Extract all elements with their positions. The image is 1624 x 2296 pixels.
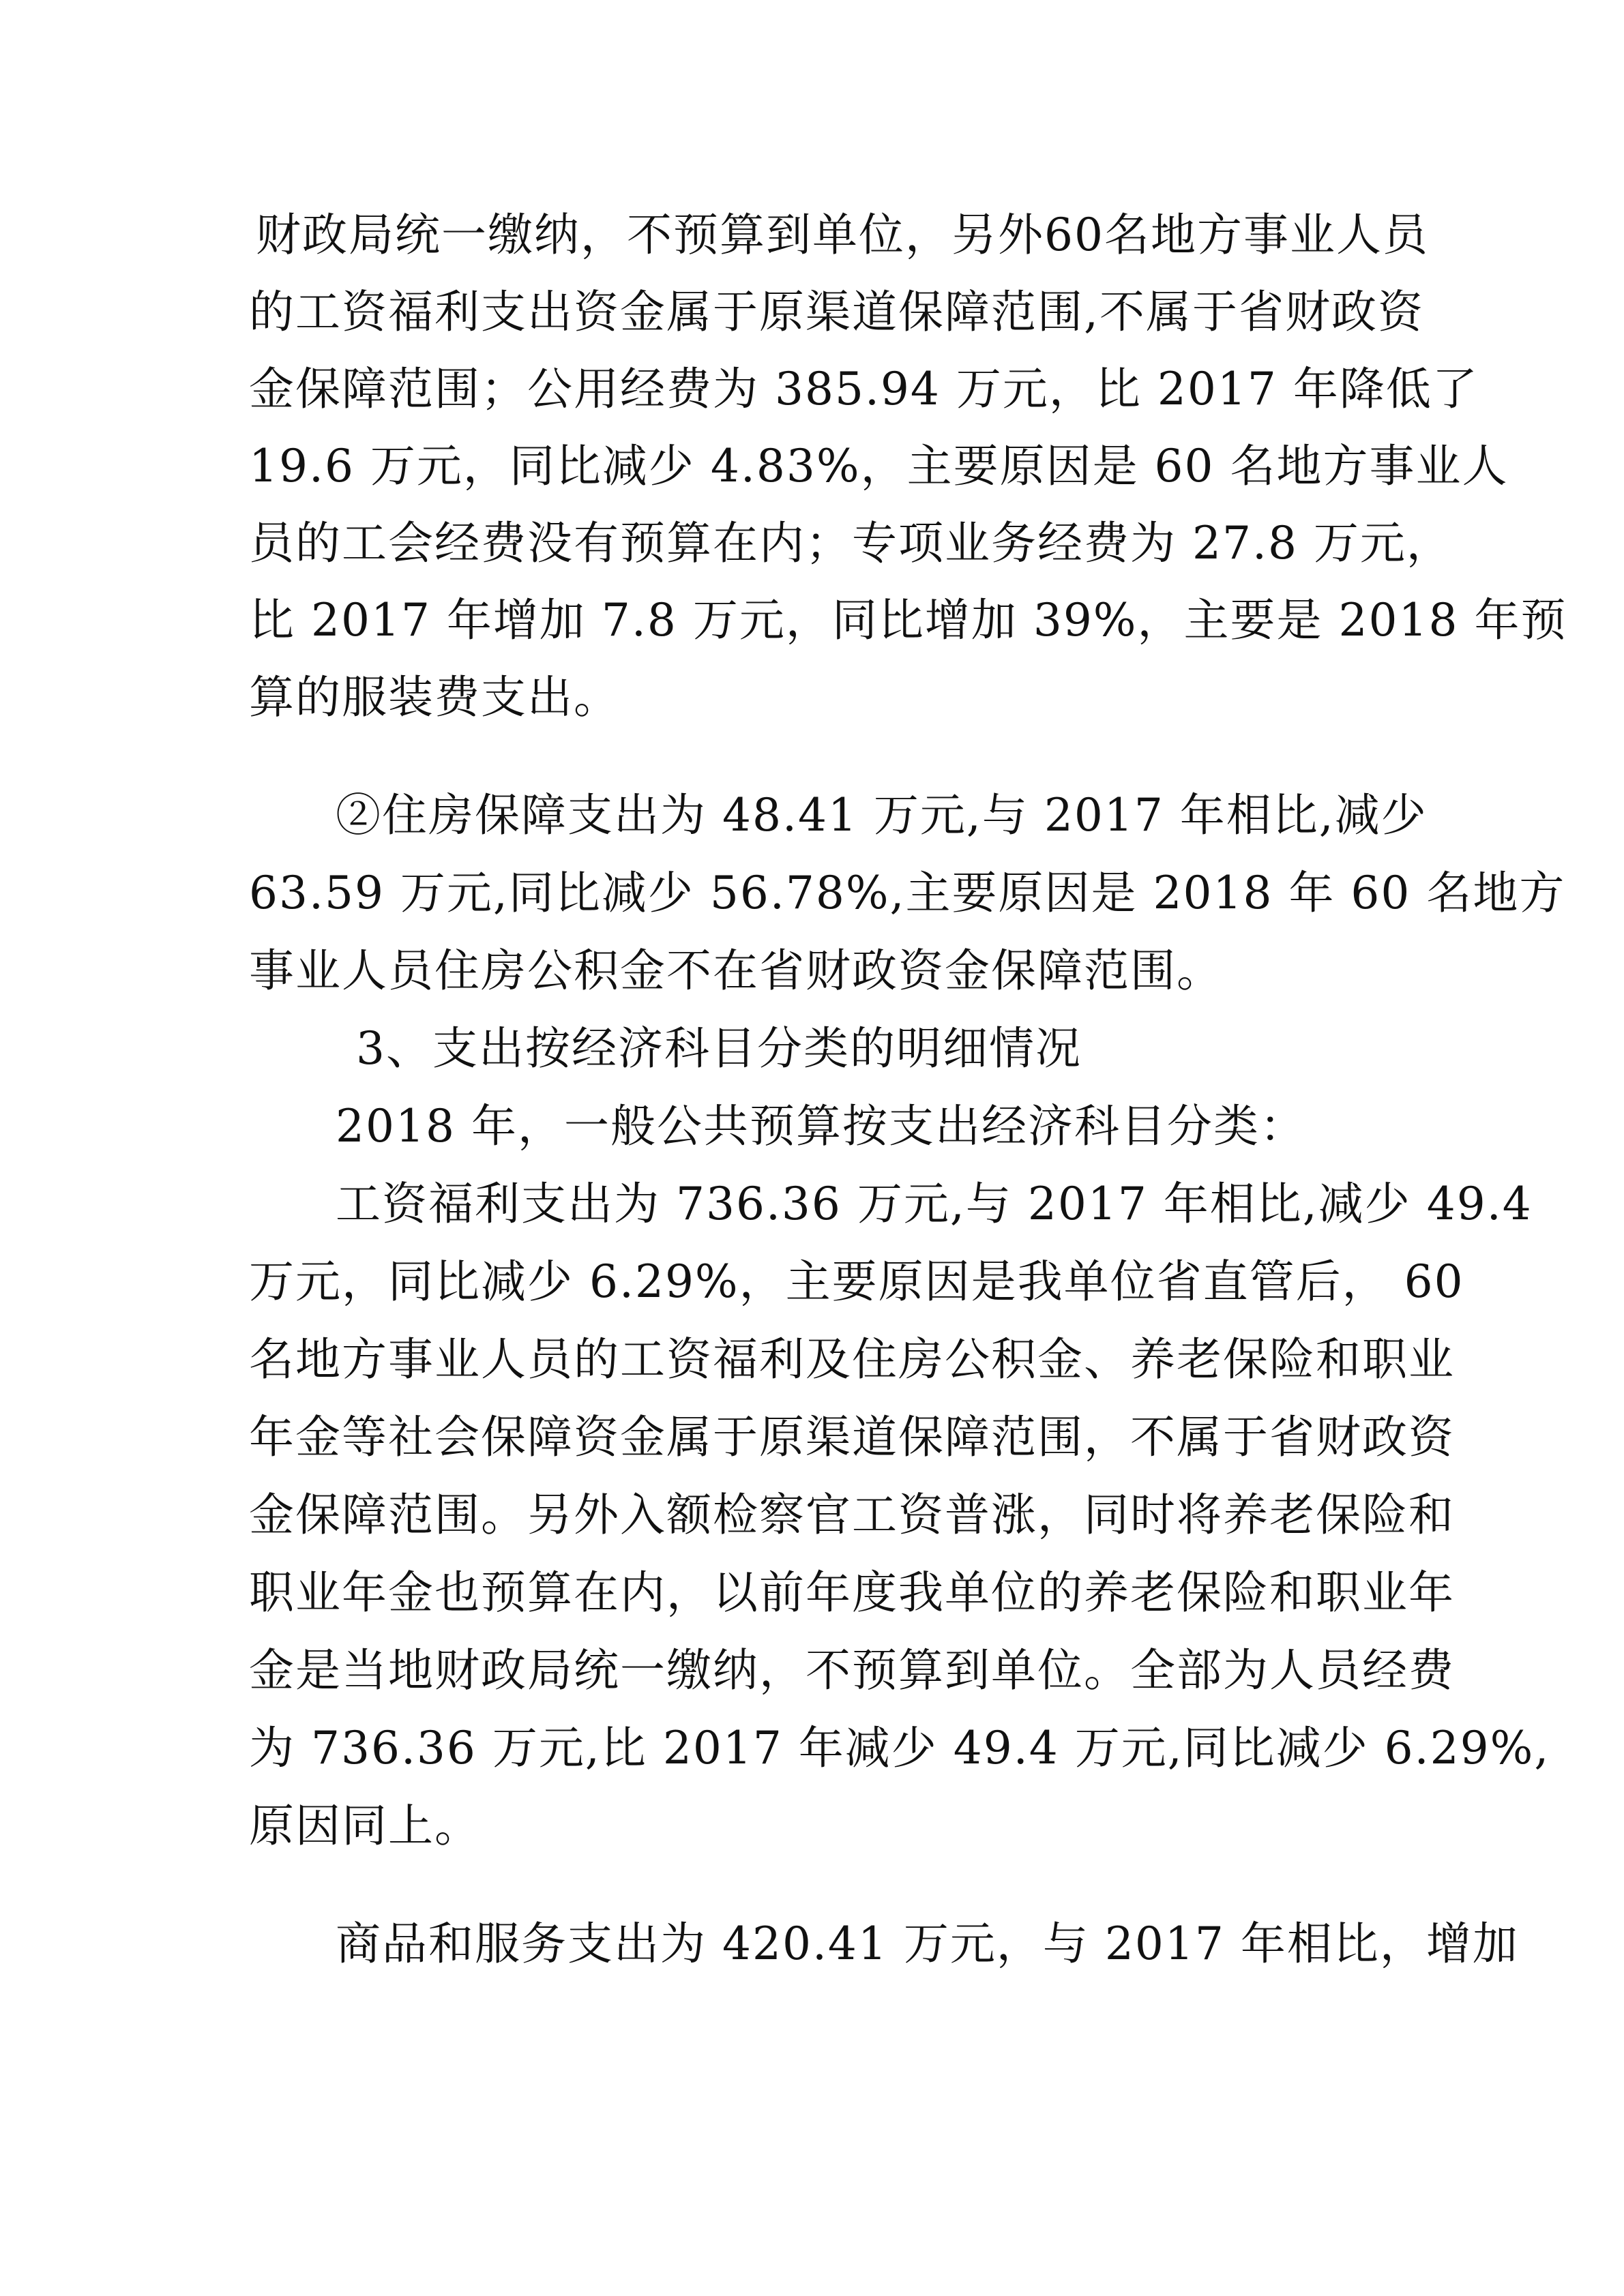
text-line: ②住房保障支出为 48.41 万元,与 2017 年相比,减少 [336,789,1428,841]
text-line: 员的工会经费没有预算在内；专项业务经费为 27.8 万元， [249,517,1453,569]
text-line: 财政局统一缴纳，不预算到单位，另外60名地方事业人员 [256,209,1429,261]
text-line: 算的服装费支出。 [249,671,620,724]
text-line: 商品和服务支出为 420.41 万元，与 2017 年相比，增加 [336,1918,1519,1970]
text-line: 63.59 万元,同比减少 56.78%,主要原因是 2018 年 60 名地方 [249,867,1566,919]
text-line: 金保障范围；公用经费为 385.94 万元，比 2017 年降低了 [249,363,1479,415]
text-line: 原因同上。 [249,1800,481,1852]
text-line: 职业年金也预算在内，以前年度我单位的养老保险和职业年 [249,1566,1455,1619]
text-line: 年金等社会保障资金属于原渠道保障范围，不属于省财政资 [249,1411,1455,1463]
text-line: 金保障范围。另外入额检察官工资普涨，同时将养老保险和 [249,1489,1455,1541]
text-line: 万元，同比减少 6.29%，主要原因是我单位省直管后， 60 [249,1255,1464,1308]
text-line: 名地方事业人员的工资福利及住房公积金、养老保险和职业 [249,1333,1455,1386]
text-line: 比 2017 年增加 7.8 万元，同比增加 39%，主要是 2018 年预 [249,594,1567,646]
text-line: 19.6 万元，同比减少 4.83%，主要原因是 60 名地方事业人 [249,440,1509,492]
text-line: 工资福利支出为 736.36 万元,与 2017 年相比,减少 49.4 [336,1178,1533,1230]
text-line: 的工资福利支出资金属于原渠道保障范围,不属于省财政资 [249,286,1424,338]
text-line: 2018 年，一般公共预算按支出经济科目分类： [336,1100,1306,1152]
text-line: 事业人员住房公积金不在省财政资金保障范围。 [249,944,1223,997]
section-heading: 3、支出按经济科目分类的明细情况 [356,1022,1082,1075]
text-line: 为 736.36 万元,比 2017 年减少 49.4 万元,同比减少 6.29%, [249,1722,1550,1774]
text-line: 金是当地财政局统一缴纳，不预算到单位。全部为人员经费 [249,1644,1455,1697]
